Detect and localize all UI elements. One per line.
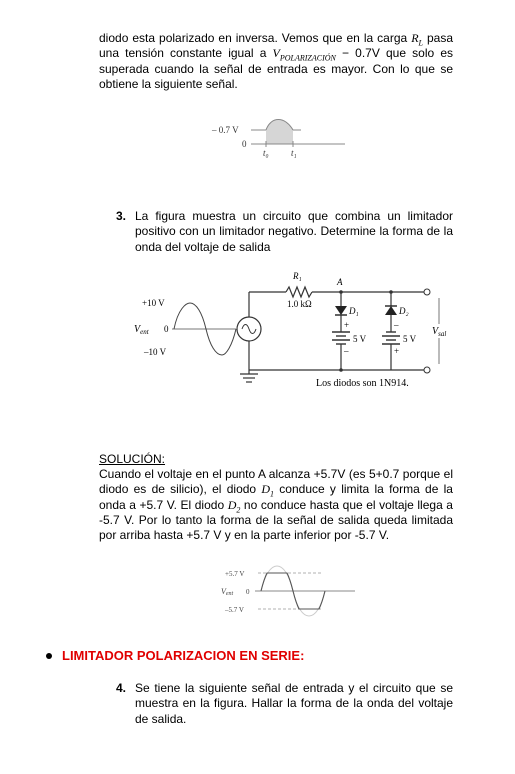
level-label: – 0.7 V (212, 125, 239, 135)
rl-subscript: L (418, 38, 423, 48)
battery-2-minus: – (394, 320, 399, 330)
bottom-level-label: –5.7 V (225, 606, 244, 614)
output-terminal-top (424, 289, 430, 295)
ac-source-wave (242, 325, 256, 334)
diode-d2-icon (385, 306, 397, 315)
item-3-number: 3. (116, 209, 127, 223)
vin-plus-label: +10 V (142, 298, 165, 308)
vin-zero-label: 0 (164, 324, 169, 334)
d1-subscript: 1 (270, 489, 275, 499)
vin-minus-label: –10 V (144, 347, 167, 357)
d2-symbol: D (227, 497, 237, 512)
item-4-number: 4. (116, 681, 127, 695)
battery-2-label: 5 V (403, 334, 417, 344)
circuit-note: Los diodos son 1N914. (316, 378, 409, 389)
solution-text-2: conduce y limita la forma de la onda a +5.7 V. El diodo (99, 482, 453, 512)
solution-text-1: Cuando el voltaje en el punto A alcanza +5.7V (es 5+0.7 porque el diodo es de silicio), el diodo (99, 467, 453, 497)
intro-paragraph (99, 31, 453, 92)
battery-1-label: 5 V (353, 334, 367, 344)
resistor-icon (286, 287, 312, 297)
vent-label: Vent (221, 587, 234, 597)
t1-label: t₁ (291, 148, 297, 158)
d2-subscript: 2 (236, 504, 241, 514)
resistor-value: 1.0 kΩ (287, 299, 312, 309)
top-level-label: +5.7 V (225, 570, 245, 578)
output-terminal-bottom (424, 367, 430, 373)
v-subscript: POLARIZACIÓN (279, 53, 336, 63)
intro-text-3: − 0.7V que solo es superada cuando la señal de entrada es mayor. Con lo que se obtiene la siguiente señal. (99, 46, 453, 91)
v-symbol: V (272, 46, 280, 61)
node-a-label: A (337, 277, 343, 287)
d1-symbol: D (261, 482, 271, 497)
battery-1-minus: – (344, 346, 349, 356)
resistor-label: R₁ (293, 271, 302, 281)
figure-clipped-pulse (205, 112, 350, 160)
diode-d1-icon (335, 306, 347, 315)
battery-1-plus: + (344, 320, 350, 330)
solution-paragraph (99, 467, 453, 543)
diode-d2-label: D₂ (399, 306, 409, 316)
item-4-text: Se tiene la siguiente señal de entrada y el circuito que se muestra en la figura. Hallar la forma de la onda del voltaje de salida. (135, 681, 453, 726)
solution-text-3: no conduce hasta que el voltaje llega a -5.7 V. Por lo tanto la forma de la señal de salida queda limitada por arriba hasta +5.7 V y en la parte inferior por -5.7 V. (99, 497, 453, 543)
vin-label: $V_{ent}$ (134, 324, 149, 336)
vout-label: $V_{sal}$ (432, 326, 447, 338)
zero-label: 0 (242, 139, 247, 149)
intro-text-1: diodo esta polarizado en inversa. Vemos que en la carga (99, 31, 412, 45)
t0-label: t₀ (263, 148, 269, 158)
figure-clipped-sine (215, 562, 360, 620)
item-3-text: La figura muestra un circuito que combina un limitador positivo con un limitador negativo. Determine la forma de la onda del voltaje de salida (135, 209, 453, 254)
solution-title: SOLUCIÓN: (99, 452, 166, 466)
intro-text-2: pasa una tensión constante igual a (99, 31, 454, 61)
diode-d1-label: D₁ (349, 306, 359, 316)
section-heading: LIMITADOR POLARIZACION EN SERIE: (62, 648, 305, 663)
figure-circuit (128, 262, 458, 392)
battery-2-plus: + (394, 346, 400, 356)
rl-symbol: R (411, 31, 419, 45)
heading-bullet (46, 653, 52, 659)
zero-level-label: 0 (246, 588, 250, 596)
